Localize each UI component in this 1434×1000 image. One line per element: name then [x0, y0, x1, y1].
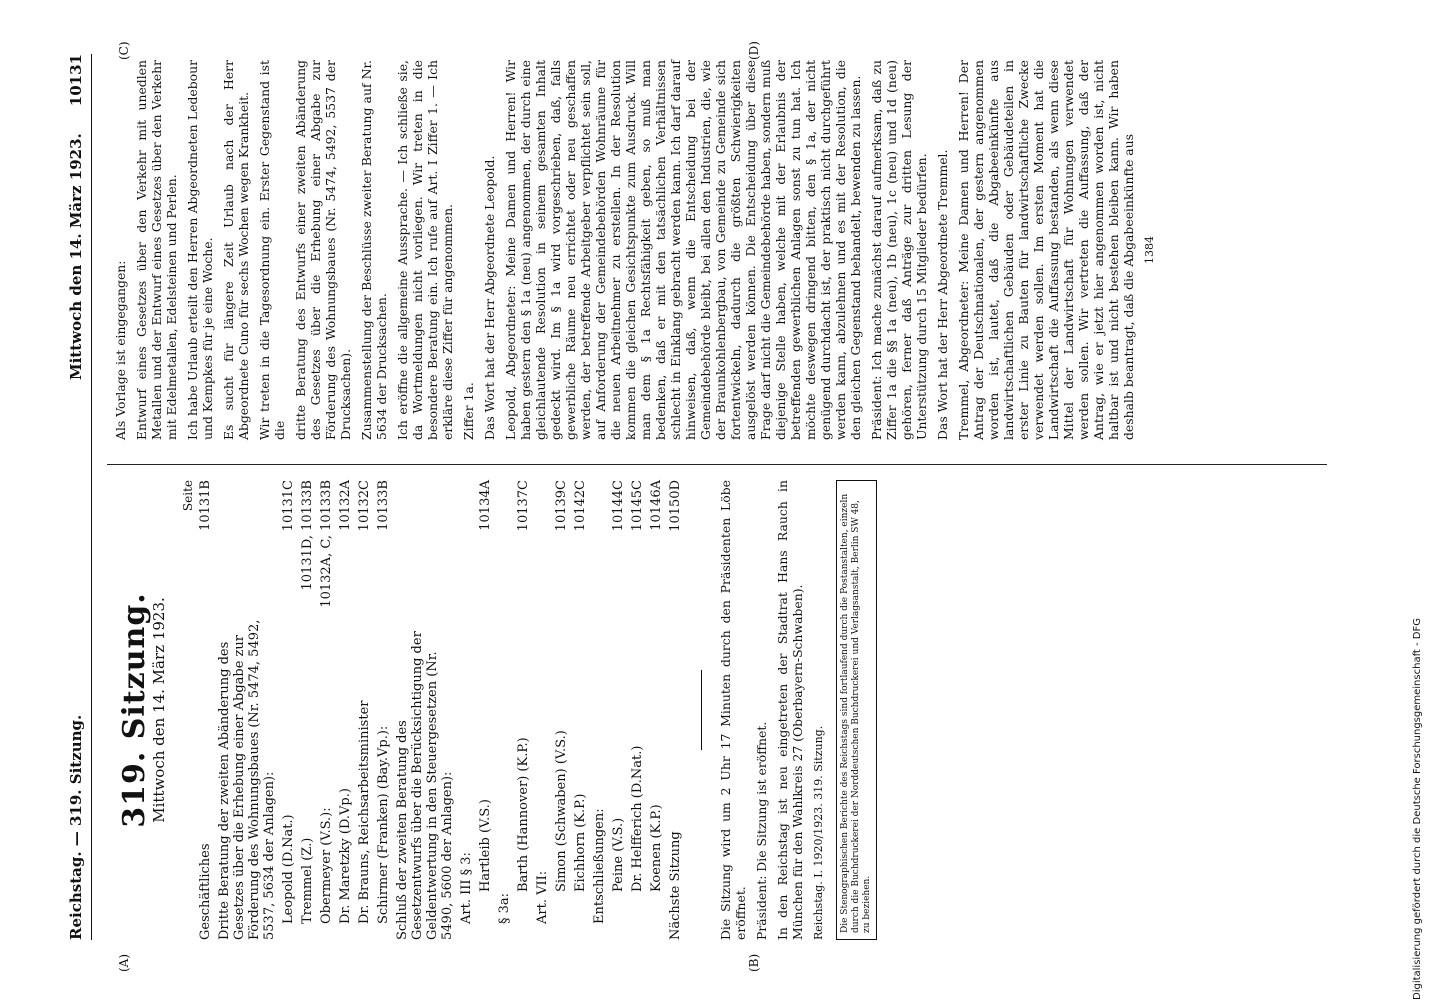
margin-mark-b: (B) — [747, 953, 761, 972]
toc-row — [514, 480, 533, 940]
paragraph: Als Vorlage ist eingegangen: — [113, 260, 128, 440]
paragraph: Entwurf eines Gesetzes über den Verkehr mit unedlen Metallen und der Entwurf eines Gesetzes über den Verkehr mit Edelmetallen, Edelsteinen und Perlen. — [134, 60, 179, 440]
dfg-sidenote: Digitalisierung gefördert durch die Deutsche Forschungsgemeinschaft - DFG — [1412, 617, 1423, 1000]
toc-row — [628, 480, 647, 940]
session-title: 319. Sitzung. — [117, 592, 152, 828]
toc-page: 10142C — [573, 480, 588, 532]
paragraph: Ich habe Urlaub erteilt den Herren Abgeordneten Ledebour und Kempkes für je eine Woche. — [185, 60, 215, 440]
paragraph: Leopold, Abgeordneter: Meine Damen und Herren! Wir haben gestern den § 1a (neu) angenommen, der durch eine gleichlautende Resolution in seinem gesamten Inhalt gedeckt wird. Im § 1a wird vorgeschrieben, daß, falls gewerbliche Räume neu errichtet oder neu geschaffen werden, der betreffende Arbeitgeber verpflichtet sein soll, auf Anforderung der Gemeindebehörden Wohnräume für die neuen Arbeitnehmer zu erstellen. In der Resolution kommen die gleichen Gesichtspunkte zum Ausdruck. Will man dem § 1a Rechtsfähigkeit geben, so muß man bedenken, daß er mit den tatsächlichen Verhältnissen schlecht in Einklang gebracht werden kann. Ich darf darauf hinweisen, daß, wenn die Entscheidung bei der Gemeindebehörde bleibt, bei allen den Industrien, die, wie der Braunkohlenbergbau, von Gemeinde zu Gemeinde sich fortentwickeln, dadurch die größten Schwierigkeiten ausgelöst werden können. Die Entscheidung über diese Frage darf nicht die Gemeindebehörde haben, sondern muß diejenige Stelle haben, welche mit der Erlaubnis der betreffenden gewerblichen Anlagen sonst zu tun hat. Ich möchte deswegen dringend bitten, den § 1a, der nicht genügend durchdacht ist, der praktisch nicht durchgeführt werden kann, abzulehnen und es mit der Resolution, die den gleichen Gegenstand behandelt, bewenden zu lassen. — [503, 60, 863, 440]
column-divider — [107, 464, 1327, 465]
toc-row — [552, 480, 571, 940]
margin-mark-c: (C) — [117, 41, 131, 60]
toc-page: 10145C — [630, 480, 645, 532]
toc-page: 10132A — [338, 480, 353, 531]
header-page-number: 10131 — [67, 54, 85, 107]
toc-row — [393, 480, 457, 940]
toc-row — [571, 480, 590, 940]
toc-row — [476, 480, 495, 940]
signature-number: 1384 — [1143, 236, 1156, 264]
toc-label: Peine (V.S.) — [611, 817, 626, 892]
toc-label: Obermeyer (V.S.): — [319, 807, 334, 924]
toc-page: 10131D, 10133B — [300, 480, 315, 591]
toc-page: 10150D — [668, 480, 683, 532]
toc-label: Hartleib (V.S.) — [478, 799, 493, 892]
toc-page: 10133B — [376, 480, 391, 531]
toc-page — [393, 480, 457, 616]
separator-rule — [701, 670, 702, 750]
toc-row — [590, 480, 609, 940]
toc-page — [590, 480, 609, 616]
paragraph: dritte Beratung des Entwurfs einer zweiten Abänderung des Gesetzes über die Erhebung einer Abgabe zur Förderung des Wohnungsbaues (Nr. 5474, 5492, 5537 der Drucksachen). — [293, 60, 353, 440]
toc-label: Art. VII: — [535, 870, 550, 924]
toc-page: 10146A — [649, 480, 664, 531]
toc-label: Schirmer (Franken) (Bay.Vp.): — [376, 725, 391, 924]
toc-page — [457, 480, 476, 616]
paragraph: Präsident: Ich mache zunächst darauf aufmerksam, daß zu Ziffer 1a die §§ 1a (neu), 1b (neu), 1c (neu) und 1d (neu) gehören, ferner daß Anträge zur dritten Lesung der Unterstützung durch 15 Mitglieder bedürfen. — [869, 60, 929, 440]
toc-label: Leopold (D.Nat.) — [281, 814, 296, 924]
paragraph: Das Wort hat der Herr Abgeordnete Tremmel. — [935, 149, 950, 440]
toc-row — [355, 480, 374, 940]
subscription-notice: Die Stenographischen Berichte des Reichstags sind fortlaufend durch die Postanstalten, einzeln durch die Buchdruckerei der Norddeutschen Buchdruckerei und Verlagsanstalt, Berlin SW 48, zu beziehen. — [836, 480, 877, 940]
paragraph: Ziffer 1a. — [461, 382, 476, 440]
left-column — [113, 480, 877, 940]
toc-row — [279, 480, 298, 940]
toc-row — [457, 480, 476, 940]
header-date: Mittwoch den 14. März 1923. — [67, 133, 85, 380]
left-body — [718, 480, 805, 940]
toc-row — [298, 480, 317, 940]
toc-label: Geschäftliches — [198, 843, 213, 940]
right-body — [113, 60, 1136, 440]
toc-row — [374, 480, 393, 940]
seite-label: Seite — [181, 480, 195, 512]
toc-page: 10137C — [516, 480, 531, 532]
toc-row — [215, 480, 279, 940]
margin-mark-d: (D) — [747, 41, 761, 60]
margin-mark-a: (A) — [117, 953, 131, 972]
paragraph: Zusammenstellung der Beschlüsse zweiter Beratung auf Nr. 5634 der Drucksachen. — [359, 60, 389, 440]
toc-page: 10131C — [281, 480, 296, 532]
toc-page: 10134A — [478, 480, 493, 531]
session-date: Mittwoch den 14. März 1923. — [150, 597, 168, 823]
paragraph: Wir treten in die Tagesordnung ein. Erster Gegenstand ist die — [257, 60, 287, 440]
toc-label: § 3a: — [497, 892, 512, 924]
toc-page: 10144C — [611, 480, 626, 532]
toc-row — [336, 480, 355, 940]
toc-label: Dr. Brauns, Reichsarbeitsminister — [357, 700, 372, 924]
toc-page: 10132A, C, 10133B — [319, 480, 334, 608]
paragraph: Präsident: Die Sitzung ist eröffnet. — [754, 721, 769, 940]
toc-row — [317, 480, 336, 940]
paragraph: Das Wort hat der Herr Abgeordnete Leopold. — [482, 155, 497, 440]
left-footer: Reichstag. I. 1920/1923. 319. Sitzung. — [812, 725, 825, 940]
paragraph: Tremmel, Abgeordneter: Meine Damen und Herren! Der Antrag der Deutschnationalen, der gestern angenommen worden ist, lautet, daß die Abgabeeinkünfte aus landwirtschaftlichen Gebäuden oder Gebäudeteilen in erster Linie zu Bauten für landwirtschaftliche Zwecke verwendet werden sollen. Im ersten Moment hat die Landwirtschaft die Auffassung bestanden, als wenn diese Mittel der Landwirtschaft für Wohnungen verwendet werden sollen. Wir vertreten die Auffassung, daß der Antrag, wie er jetzt hier angenommen worden ist, nicht haltbar ist und nicht bestehen bleiben kann. Wir haben deshalb beantragt, daß die Abgabeeinkünfte aus — [956, 60, 1136, 440]
toc-label: Dr. Helfferich (D.Nat.) — [630, 745, 645, 892]
right-column — [113, 60, 1157, 440]
running-header — [65, 54, 92, 940]
toc-label: Schluß der zweiten Beratung des Gesetzentwurfs über die Berücksichtigung der Geldentwertung in den Steuergesetzen (Nr. 5490, 5600 der Anlagen): — [395, 631, 455, 940]
toc-page: 10139C — [554, 480, 569, 532]
header-left: Reichstag. — 319. Sitzung. — [67, 714, 85, 940]
toc-page — [495, 480, 514, 616]
table-of-contents — [196, 480, 685, 940]
toc-label: Simon (Schwaben) (V.S.) — [554, 730, 569, 892]
toc-page: 10132C — [357, 480, 372, 532]
paragraph: In den Reichstag ist neu eingetreten der Stadtrat Hans Rauch in München für den Wahlkreis 27 (Oberbayern-Schwaben). — [775, 480, 805, 940]
toc-page — [533, 480, 552, 616]
toc-label: Tremmel (Z.) — [300, 837, 315, 924]
toc-row — [533, 480, 552, 940]
toc-row — [609, 480, 628, 940]
toc-row — [666, 480, 685, 940]
toc-label: Dr. Maretzky (D.Vp.) — [338, 788, 353, 924]
toc-label: Entschließungen: — [592, 808, 607, 924]
paragraph: Es sucht für längere Zeit Urlaub nach der Herr Abgeordnete Cuno für sechs Wochen wegen Krankheit. — [221, 60, 251, 440]
dfg-sidenote-strip — [1410, 10, 1430, 1000]
toc-row — [196, 480, 215, 940]
paragraph: Ich eröffne die allgemeine Aussprache. — Ich schließe sie, da Wortmeldungen nicht vorliegen. Wir treten in die besondere Beratung ein. Ich rufe auf Art. I Ziffer 1. — Ich erkläre diese Ziffer für angenommen. — [395, 60, 455, 440]
toc-label: Dritte Beratung der zweiten Abänderung des Gesetzes über die Erhebung einer Abgabe zur Förderung des Wohnungsbaues (Nr. 5474, 5492, 5537, 5634 der Anlagen): — [217, 619, 277, 940]
toc-row — [647, 480, 666, 940]
toc-label: Art. III § 3: — [459, 852, 474, 924]
toc-row — [495, 480, 514, 940]
toc-label: Eichhorn (K.P.) — [573, 793, 588, 892]
document-page — [47, 20, 1387, 980]
toc-label: Nächste Sitzung — [668, 831, 683, 940]
toc-page: 10131B — [198, 480, 213, 531]
toc-label: Koenen (K.P.) — [649, 804, 664, 892]
toc-label: Barth (Hannover) (K.P.) — [516, 737, 531, 892]
paragraph: Die Sitzung wird um 2 Uhr 17 Minuten durch den Präsidenten Löbe eröffnet. — [718, 480, 748, 940]
toc-page — [215, 480, 279, 616]
